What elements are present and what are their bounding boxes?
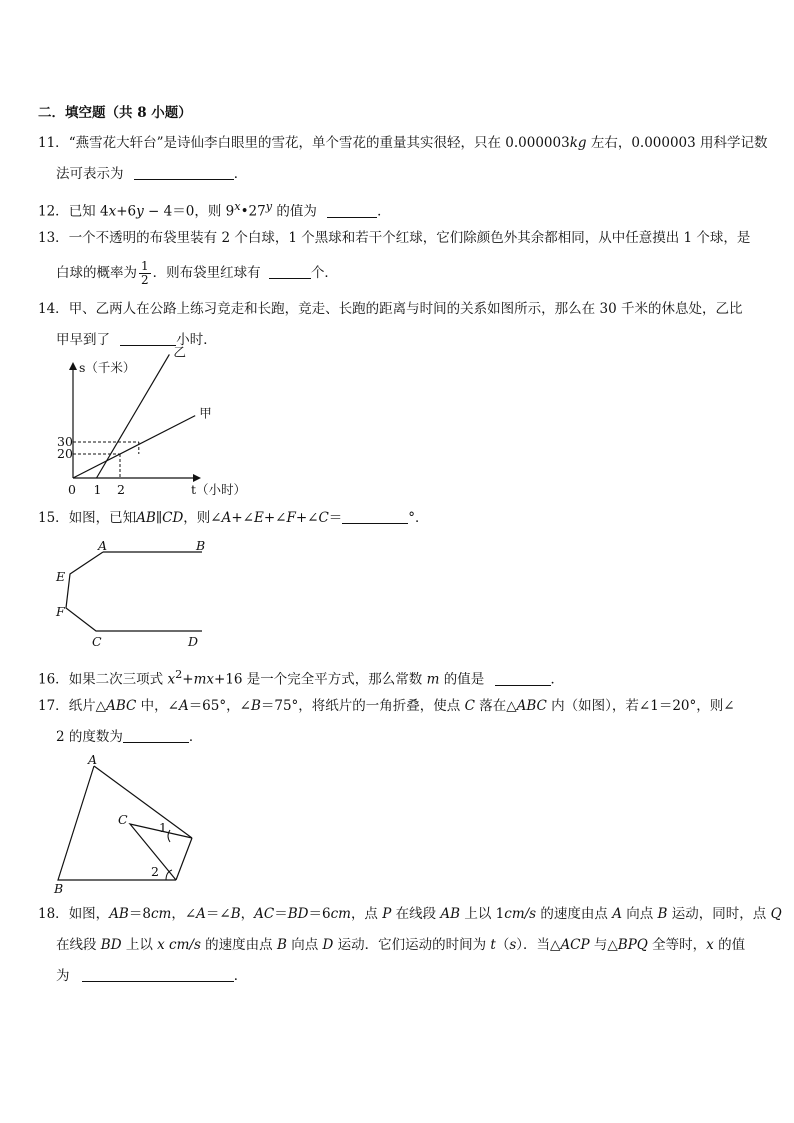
q16-text: 如果二次三项式 bbox=[68, 671, 168, 688]
q16-text: +16 是一个完全平方式，那么常数 bbox=[214, 671, 427, 688]
y-tick-label: 30 bbox=[57, 434, 73, 449]
x-axis-arrow bbox=[193, 474, 201, 482]
q12-text: 已知 4 bbox=[68, 203, 109, 220]
var-x: x bbox=[167, 671, 176, 688]
answer-blank-18[interactable] bbox=[82, 967, 234, 982]
unit-cm: cm bbox=[330, 906, 351, 922]
path-aefcd bbox=[66, 552, 202, 631]
q18-text: ＝6 bbox=[308, 906, 331, 922]
tri-abc: ABC bbox=[106, 698, 137, 714]
label-b: B bbox=[196, 538, 206, 553]
q12-text: •27 bbox=[240, 203, 266, 220]
q18-text: ＝8 bbox=[128, 906, 151, 922]
label-angle-2: 2 bbox=[151, 864, 159, 879]
var-x: x bbox=[206, 671, 215, 688]
q18-text: 如图， bbox=[68, 906, 110, 922]
answer-blank-11[interactable] bbox=[134, 165, 234, 180]
q13-text-2: 白球的概率为 bbox=[56, 265, 137, 281]
q17-text: 纸片△ bbox=[68, 698, 107, 714]
q18-text-2: （ bbox=[495, 937, 510, 953]
var-t: t bbox=[490, 937, 496, 953]
question-18 bbox=[38, 905, 782, 923]
answer-blank-17[interactable] bbox=[123, 728, 189, 743]
angle-2-arc bbox=[166, 870, 172, 880]
question-18-cont bbox=[56, 936, 745, 954]
var-x: x bbox=[706, 937, 714, 953]
q13-text-2b: ．则布袋里红球有 bbox=[152, 265, 261, 281]
q18-text: 运动，同时，点 bbox=[667, 906, 771, 922]
tri-abc: ABC bbox=[516, 698, 547, 714]
q17-text: ＝75°，将纸片的一角折叠，使点 bbox=[260, 698, 465, 714]
question-number: 12． bbox=[38, 203, 69, 220]
point-p: P bbox=[382, 906, 392, 922]
distance-time-chart bbox=[55, 344, 247, 498]
question-11 bbox=[38, 134, 768, 152]
var-m: m bbox=[193, 671, 207, 688]
question-12: 12．已知 4x+6y − 4＝0，则 9$^x$•27$^y$ 的值为 ． bbox=[38, 200, 391, 220]
y-axis-arrow bbox=[69, 362, 77, 370]
q12-text: 的值为 bbox=[272, 203, 317, 220]
question-13-cont bbox=[56, 260, 338, 287]
angle-a: A bbox=[221, 510, 232, 526]
var-x: x bbox=[108, 203, 117, 220]
y-axis-label: s（千米） bbox=[79, 360, 136, 375]
answer-blank-15[interactable] bbox=[342, 509, 408, 524]
q18-text: 向点 bbox=[621, 906, 658, 922]
q16-text: + bbox=[182, 671, 194, 688]
fold-line bbox=[176, 838, 192, 880]
question-17-cont: 2 的度数为 ． bbox=[56, 729, 203, 745]
point-b: B bbox=[276, 937, 287, 953]
q18-text-2: 运动．它们运动的时间为 bbox=[333, 937, 491, 953]
fraction-numerator: 1 bbox=[141, 259, 149, 273]
label-b: B bbox=[54, 881, 64, 896]
angle-c: C bbox=[318, 510, 329, 526]
answer-blank-16[interactable] bbox=[495, 671, 551, 686]
q15-text-post: °． bbox=[408, 510, 429, 526]
q18-text-2: 向点 bbox=[286, 937, 323, 953]
question-number: 13． bbox=[38, 230, 69, 246]
q12-text: +6 bbox=[116, 203, 137, 220]
question-number: 14． bbox=[38, 301, 69, 317]
question-number: 17． bbox=[38, 698, 69, 714]
q12-text: − 4＝0，则 9 bbox=[143, 203, 235, 220]
question-number: 15． bbox=[38, 510, 69, 526]
q15-text: 如图，已知 bbox=[68, 510, 137, 526]
folded-triangle-figure bbox=[52, 752, 202, 897]
seg-ab: AB bbox=[109, 906, 129, 922]
q11-text-2: 法可表示为 bbox=[56, 166, 124, 182]
angle-b: B bbox=[230, 906, 241, 922]
section-title: 二．填空题（共 8 小题） bbox=[38, 105, 192, 121]
x-axis-label: t（小时） bbox=[191, 482, 247, 497]
seg-ac: AC bbox=[254, 906, 275, 922]
q18-text: ＝∠ bbox=[205, 906, 231, 922]
q17-text-2: 2 的度数为 bbox=[56, 729, 123, 745]
q18-text: ，∠ bbox=[171, 906, 197, 922]
q18-text-2: 上以 bbox=[121, 937, 158, 953]
question-15: 15．如图，已知AB∥CD，则∠A+∠E+∠F+∠C＝ °． bbox=[38, 510, 429, 526]
label-a: A bbox=[88, 752, 98, 767]
fraction-denominator: 2 bbox=[141, 273, 149, 287]
q18-text-3: 为 bbox=[56, 968, 70, 984]
q11-text: “燕雪花大轩台”是诗仙李白眼里的雪花，单个雪花的重量其实很轻，只在 0.000003 bbox=[68, 135, 570, 151]
tri-bpq: BPQ bbox=[617, 937, 648, 953]
q16-text: 的值是 bbox=[439, 671, 485, 688]
q18-text: ＝ bbox=[274, 906, 288, 922]
var-y: y bbox=[136, 203, 144, 220]
q18-text: 上以 1 bbox=[460, 906, 505, 922]
q13-text: 一个不透明的布袋里装有 2 个白球，1 个黑球和若干个红球，它们除颜色外其余都相同，从中任意摸出 1 个球，是 bbox=[68, 230, 751, 246]
label-e: E bbox=[56, 569, 66, 584]
question-13 bbox=[38, 229, 750, 247]
angle-e: E bbox=[253, 510, 264, 526]
x-tick-label: 1 bbox=[93, 482, 102, 497]
question-14 bbox=[38, 300, 742, 318]
label-f: F bbox=[56, 604, 65, 619]
label-a: A bbox=[98, 538, 108, 553]
question-17 bbox=[38, 697, 735, 715]
question-11-cont: 法可表示为 ． bbox=[56, 166, 248, 182]
tri-acp: ACP bbox=[560, 937, 590, 953]
label-angle-1: 1 bbox=[159, 820, 167, 835]
point-a: A bbox=[612, 906, 622, 922]
exponent-2: 2 bbox=[175, 668, 183, 681]
q18-text-2: 的值 bbox=[713, 937, 746, 953]
question-16: 16．如果二次三项式 $x^2+mx+16$ 是一个完全平方式，那么常数 m 的值是 ． bbox=[38, 668, 565, 688]
label-c: C bbox=[92, 634, 102, 649]
q18-text: ， bbox=[240, 906, 255, 922]
var-m: m bbox=[426, 671, 440, 688]
seg-bd: BD bbox=[100, 937, 122, 953]
parallel-lines-figure bbox=[50, 538, 220, 653]
angle-b: B bbox=[250, 698, 261, 714]
exp-x: x bbox=[234, 200, 241, 213]
q18-text: 在线段 bbox=[391, 906, 441, 922]
answer-blank-14[interactable] bbox=[120, 331, 176, 346]
seg-cd: CD bbox=[162, 510, 184, 526]
speed-x: x cm/s bbox=[157, 937, 201, 953]
question-18-cont-2: 为 ． bbox=[56, 968, 248, 984]
angle-a: A bbox=[178, 698, 189, 714]
seg-ab: AB bbox=[440, 906, 461, 922]
series-label-yi: 乙 bbox=[173, 344, 186, 360]
q17-text: 落在△ bbox=[474, 698, 517, 714]
q11-text-b: 左右，0.000003 用科学记数 bbox=[586, 135, 768, 151]
q18-text-2: 全等时， bbox=[647, 937, 707, 953]
q18-text-2: 在线段 bbox=[56, 937, 101, 953]
q18-text-2: 与△ bbox=[589, 937, 618, 953]
answer-blank-13[interactable] bbox=[269, 264, 311, 279]
q17-text: 内（如图），若∠1＝20°，则∠ bbox=[546, 698, 735, 714]
q13-text-2c: 个． bbox=[310, 265, 338, 281]
q18-text-2: ）．当△ bbox=[516, 937, 561, 953]
point-d: D bbox=[322, 937, 334, 953]
q17-text: ＝65°，∠ bbox=[188, 698, 251, 714]
question-number: 11． bbox=[38, 135, 69, 151]
point-b: B bbox=[657, 906, 668, 922]
q14-text: 甲、乙两人在公路上练习竞走和长跑，竞走、长跑的距离与时间的关系如图所示，那么在 30 千米的休息处，乙比 bbox=[68, 301, 743, 317]
parallel-symbol: ∥ bbox=[155, 510, 163, 526]
angle-f: F bbox=[286, 510, 296, 526]
q14-text-2b: 小时． bbox=[176, 332, 217, 348]
exp-y: y bbox=[265, 200, 273, 213]
q18-text-2: 的速度由点 bbox=[200, 937, 277, 953]
q17-text: 中，∠ bbox=[136, 698, 179, 714]
unit-s: s bbox=[509, 937, 517, 953]
seg-ab: AB bbox=[136, 510, 156, 526]
q14-text-2: 甲早到了 bbox=[56, 332, 110, 348]
question-14-cont bbox=[56, 331, 217, 349]
origin-label: 0 bbox=[68, 482, 76, 497]
q15-text: ，则∠ bbox=[183, 510, 222, 526]
q18-text: 的速度由点 bbox=[536, 906, 613, 922]
unit-cm: cm bbox=[150, 906, 172, 922]
y-tick-label: 20 bbox=[57, 446, 73, 461]
question-number: 16． bbox=[38, 671, 69, 688]
question-number: 18． bbox=[38, 906, 69, 922]
series-line-jia bbox=[73, 416, 195, 478]
answer-blank-12[interactable] bbox=[327, 203, 377, 218]
point-q: Q bbox=[770, 906, 782, 922]
fraction-one-half bbox=[139, 260, 151, 287]
angle-1-arc bbox=[168, 830, 170, 842]
label-d: D bbox=[188, 634, 199, 649]
point-c: C bbox=[464, 698, 475, 714]
unit-cms: cm/s bbox=[504, 906, 537, 922]
unit-kg: kg bbox=[569, 135, 587, 151]
seg-bd: BD bbox=[287, 906, 309, 922]
series-label-jia: 甲 bbox=[199, 405, 212, 421]
q18-text: ，点 bbox=[350, 906, 383, 922]
x-tick-label: 2 bbox=[117, 482, 125, 497]
angle-a: A bbox=[196, 906, 206, 922]
label-c: C bbox=[118, 812, 128, 827]
